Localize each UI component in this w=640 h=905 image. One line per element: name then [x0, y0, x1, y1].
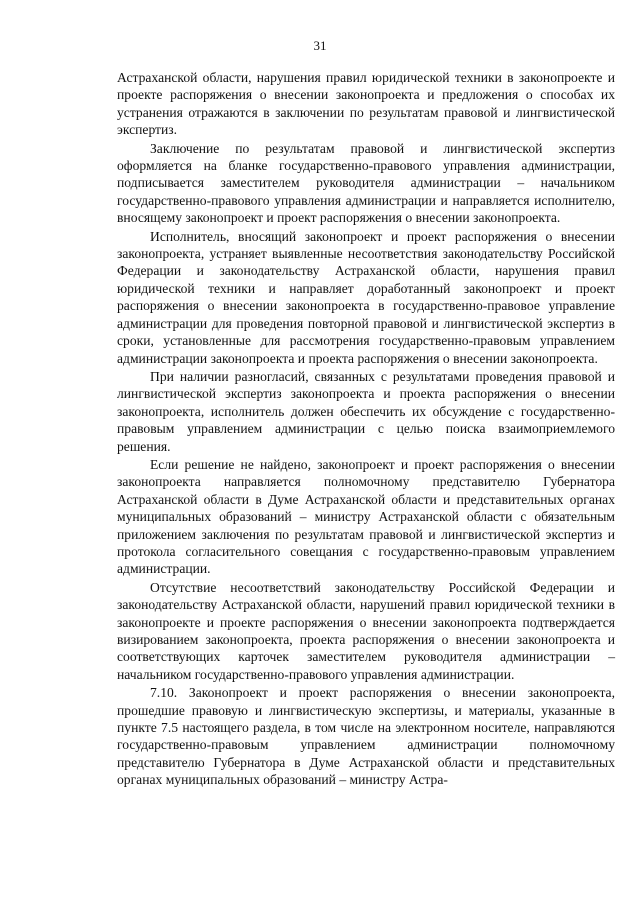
paragraph-continuation: Астраханской области, нарушения правил юридической техники в законопроекте и проекте распоряжения о внесении законопроекта и предложения о способах их устранения отражаются в заключении по результатам правовой и лингвистической экспертиз. — [117, 70, 615, 138]
paragraph-7-10: 7.10. Законопроект и проект распоряжения о внесении законопроекта, прошедшие правовую и лингвистическую экспертизы, и материалы, указанные в пункте 7.5 настоящего раздела, в том числе на электронном носителе, направляются государственно-правовым управлением администрации полномочному представителю Губернатора в Думе Астраханской области и представительных органах муниципальных образований – министру Астра- — [117, 685, 615, 788]
body-text — [117, 69, 615, 790]
paragraph-no-solution: Если решение не найдено, законопроект и проект распоряжения о внесении законопроекта направляется полномочному представителю Губернатора Астраханской области в Думе Астраханской области и представительных органах муниципальных образований – министру Астраханской области с обязательным приложением заключения по результатам правовой и лингвистической экспертиз и протокола согласительного совещания с государственно-правовым управлением администрации. — [117, 456, 615, 577]
paragraph-visa-confirmation: Отсутствие несоответствий законодательству Российской Федерации и законодательству Астраханской области, нарушений правил юридической техники в законопроекте и проекте распоряжения о внесении законопроекта подтверждается визированием законопроекта, проекта распоряжения о внесении законопроекта и соответствующих карточек заместителем руководителя администрации – начальником государственно-правового управления администрации. — [117, 579, 615, 682]
paragraph-executor-corrections: Исполнитель, вносящий законопроект и проект распоряжения о внесении законопроекта, устраняет выявленные несоответствия законодательству Российской Федерации и законодательству Астраханской области, нарушения правил юридической техники и направляет доработанный законопроект и проект распоряжения о внесении законопроекта в государственно-правовое управление администрации для проведения повторной правовой и лингвистической экспертиз в сроки, установленные для рассмотрения государственно-правовым управлением администрации законопроекта и проекта распоряжения о внесении законопроекта. — [117, 228, 615, 366]
paragraph-disagreements: При наличии разногласий, связанных с результатами проведения правовой и лингвистической экспертиз законопроекта и проекта распоряжения о внесении законопроекта, исполнитель должен обеспечить их обсуждение с государственно-правовым управлением администрации с целью поиска взаимоприемлемого решения. — [117, 368, 615, 454]
paragraph-conclusion-form: Заключение по результатам правовой и лингвистической экспертиз оформляется на бланке государственно-правового управления администрации, подписывается заместителем руководителя администрации – начальником государственно-правового управления администрации и направляется исполнителю, вносящему законопроект и проект распоряжения о внесении законопроекта. — [117, 140, 615, 226]
page-number: 31 — [313, 38, 327, 53]
